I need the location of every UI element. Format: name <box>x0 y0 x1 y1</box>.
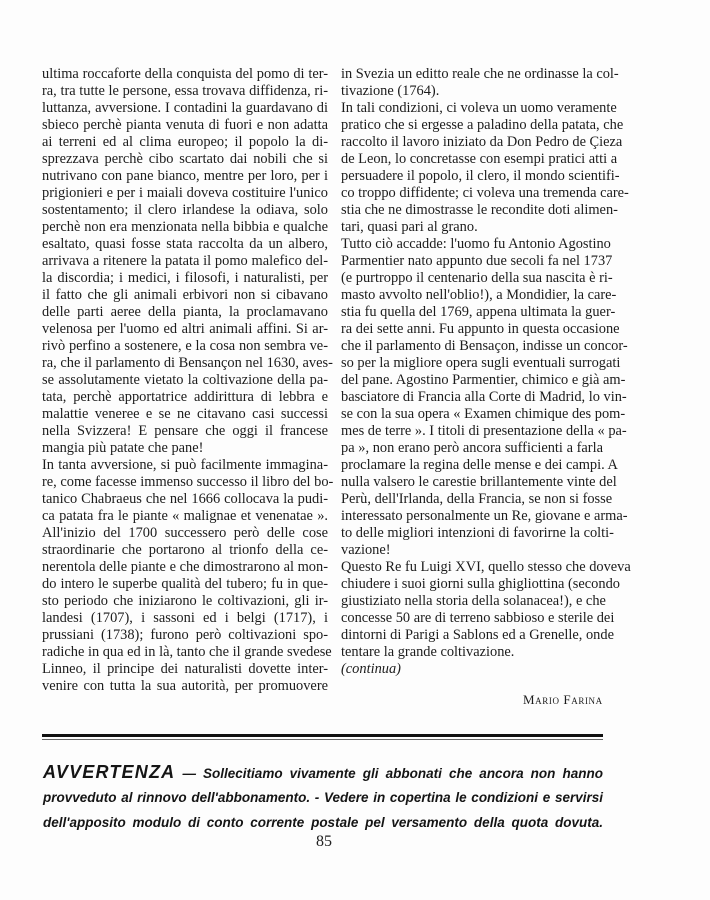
text-line: sbieco perchè pianta venuta di fuori e non adatta <box>42 117 328 133</box>
notice-line-1-text: — Sollecitiamo vivamente gli abbonati che ancora non hanno <box>182 766 603 781</box>
text-line: ra, che il parlamento di Bensançon nel 1630, aves- <box>42 355 333 371</box>
text-line: la discordia; i medici, i filosofi, i naturalisti, per <box>42 270 328 286</box>
notice-line-3: dell'apposito modulo di conto corrente postale pel versamento della quota dovuta. <box>43 815 603 830</box>
text-line: (continua) <box>341 661 401 677</box>
text-line: tanico Chabraeus che nel 1666 collocava la pudi- <box>42 491 328 507</box>
text-line: Questo Re fu Luigi XVI, quello stesso che doveva <box>341 559 631 575</box>
text-line: pa », non erano però ancora sufficienti a farla <box>341 440 603 456</box>
text-line: co troppo diffidente; ci voleva una tremenda care- <box>341 185 629 201</box>
text-line: de Leon, lo concretasse con esempi pratici atti a <box>341 151 618 167</box>
text-line: luttanza, avversione. I contadini la guardavano di <box>42 100 328 116</box>
text-line: raccolto il lavoro iniziato da Don Pedro de Çieza <box>341 134 623 150</box>
text-line: ca patata fra le piante « malignae et venenatae ». <box>42 508 328 524</box>
text-line: se con la sua opera « Examen chimique des pom- <box>341 406 626 422</box>
text-line: arrivava a ritenere la patata il pomo malefico del- <box>42 253 328 269</box>
article-left-column <box>42 66 334 695</box>
text-line: prigionieri e per i maiali doveva costituire l'unico <box>42 185 328 201</box>
author-signature: Mario Farina <box>523 692 603 707</box>
text-line: se assolutamente vietato la coltivazione della pa- <box>42 372 328 388</box>
text-line: Linneo, il principe dei naturalisti dovette inter- <box>42 661 328 677</box>
notice-heading: AVVERTENZA <box>43 762 176 782</box>
text-line: nella Svizzera! E pensare che oggi il francese <box>42 423 328 439</box>
text-line: masto avvolto nell'oblio!), a Mondidier, la care- <box>341 287 617 303</box>
text-line: pratico che si ergesse a paladino della patata, che <box>341 117 624 133</box>
text-line: tentare la grande coltivazione. <box>341 644 515 660</box>
notice-line-2: provveduto al rinnovo dell'abbonamento. - Vedere in copertina le condizioni e servirsi <box>43 790 603 805</box>
text-line: chiudere i suoi giorni sulla ghigliottina (secondo <box>341 576 620 592</box>
article-right-column <box>341 66 631 678</box>
text-line: sprezzava perchè cibo scartato dai nobili che si <box>42 151 328 167</box>
text-line: prussiani (1738); furono però coltivazioni spo- <box>42 627 328 643</box>
text-line: ra, tra tutte le persone, essa trovava diffidenza, ri- <box>42 83 328 99</box>
text-line: landesi (1707), i sassoni ed i belgi (1717), i <box>42 610 328 626</box>
notice-line-1 <box>43 760 603 785</box>
text-line: In tanta avversione, si può facilmente immagina- <box>42 457 328 473</box>
text-line: proclamare la regina delle mense e dei campi. A <box>341 457 618 473</box>
text-line: Perù, dell'Irlanda, della Francia, se non si fosse <box>341 491 613 507</box>
text-line: (e purtroppo il centenario della sua nascita è ri- <box>341 270 613 286</box>
text-line: In tali condizioni, ci voleva un uomo veramente <box>341 100 617 116</box>
text-line: nutrivano con pane bianco, mentre per loro, per i <box>42 168 328 184</box>
text-line: Parmentier nato appunto due secoli fa nel 1737 <box>341 253 613 269</box>
text-line: straordinarie che portarono al trionfo della ce- <box>42 542 328 558</box>
text-line: ultima roccaforte della conquista del pomo di ter- <box>42 66 328 82</box>
text-line: malattie veneree e se ne citavano casi successi <box>42 406 328 422</box>
text-line: velenosa per l'uomo ed altri animali affini. Si ar- <box>42 321 328 337</box>
text-line: vazione! <box>341 542 391 558</box>
text-line: radiche in qua ed in là, tanto che il grande svedese <box>42 644 332 660</box>
text-line: ai terreni ed al clima europeo; il popolo la di- <box>42 134 328 150</box>
text-line: del pane. Agostino Parmentier, chimico e già am- <box>341 372 626 388</box>
text-line: sostentamento; il clero irlandese la odiava, solo <box>42 202 328 218</box>
text-line: dintorni di Parigi a Sablons ed a Grenelle, onde <box>341 627 614 643</box>
text-line: to delle migliori intenzioni di favorirne la colti- <box>341 525 614 541</box>
text-line: re, come facesse immenso successo il libro del bo- <box>42 474 334 490</box>
text-line: persuadere il popolo, il clero, il mondo scientifi- <box>341 168 620 184</box>
separator-rule-thin <box>42 739 603 740</box>
text-line: ra dei sette anni. Fu appunto in questa occasione <box>341 321 620 337</box>
subscription-notice <box>43 760 603 835</box>
page-number: 85 <box>316 833 332 850</box>
text-line: basciatore di Francia alla Corte di Madrid, lo vin- <box>341 389 627 405</box>
text-line: Tutto ciò accadde: l'uomo fu Antonio Agostino <box>341 236 611 252</box>
text-line: mes de terre ». I titoli di presentazione della « pa- <box>341 423 627 439</box>
text-line: tari, quasi pari al grano. <box>341 219 478 235</box>
text-line: nulla valsero le carestie brillantemente vinte del <box>341 474 617 490</box>
text-line: perchè non era menzionata nella bibbia e qualche <box>42 219 328 235</box>
text-line: rivò perfino a sostenere, e la cosa non sembra ve- <box>42 338 328 354</box>
text-line: il fatto che gli animali erbivori non si cibavano <box>42 287 328 303</box>
separator-rule-thick <box>42 734 603 737</box>
text-line: so per la migliore opera sugli eventuali surrogati <box>341 355 621 371</box>
text-line: sto periodo che iniziarono le coltivazioni, gli ir- <box>42 593 328 609</box>
text-line: nerentola delle piante e che dimostrarono al mon- <box>42 559 328 575</box>
text-line: delle parti aeree della pianta, la proclamavano <box>42 304 328 320</box>
text-line: mangia più patate che pane! <box>42 440 204 456</box>
text-line: in Svezia un editto reale che ne ordinasse la col- <box>341 66 619 82</box>
text-line: stia che ne dimostrasse le recondite doti alimen- <box>341 202 618 218</box>
text-line: do intero le superbe qualità del tubero; fu in que- <box>42 576 328 592</box>
text-line: esaltato, quasi fosse stata raccolta da un albero, <box>42 236 328 252</box>
text-line: All'inizio del 1700 successero però delle cose <box>42 525 328 541</box>
text-line: giustiziato nella storia della solanacea!), e che <box>341 593 606 609</box>
text-line: che il parlamento di Bensaçon, indisse un concor- <box>341 338 628 354</box>
text-line: interessato personalmente un Re, giovane e arma- <box>341 508 628 524</box>
text-line: venire con tutta la sua autorità, per promuovere <box>42 678 328 694</box>
text-line: concesse 50 are di terreno sabbioso e sterile dei <box>341 610 615 626</box>
text-line: tivazione (1764). <box>341 83 440 99</box>
text-line: stia fu quella del 1769, appena ultimata la guer- <box>341 304 616 320</box>
text-line: tata, perchè apportatrice addirittura di lebbra e <box>42 389 328 405</box>
